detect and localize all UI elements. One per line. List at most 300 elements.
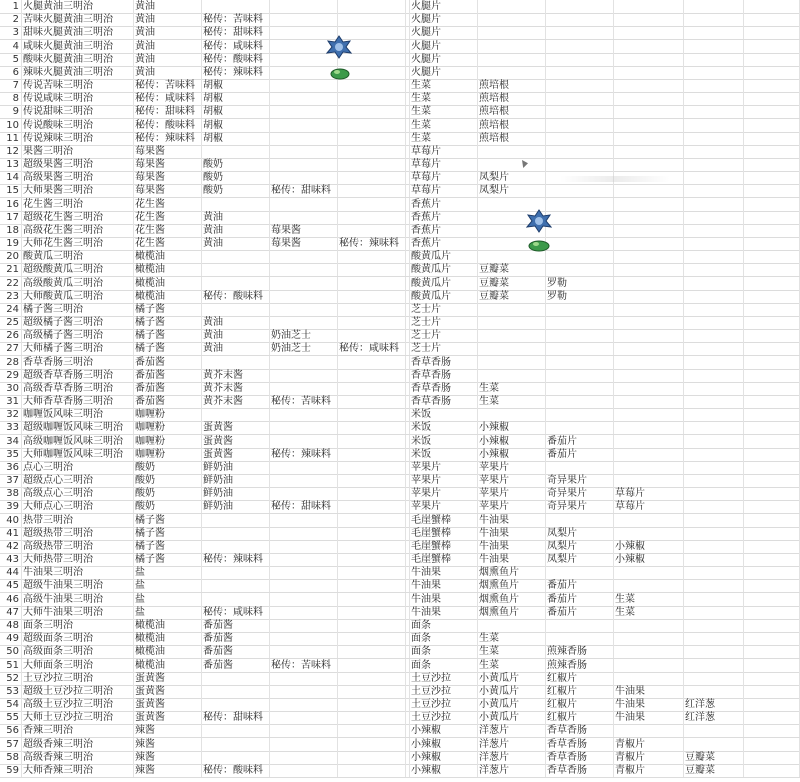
ingredient-cell[interactable] — [684, 500, 744, 513]
ingredient-cell[interactable] — [546, 0, 614, 13]
ingredient-cell[interactable] — [546, 303, 614, 316]
ingredient-cell[interactable] — [744, 500, 800, 513]
ingredient-cell[interactable] — [614, 382, 684, 395]
ingredient-cell[interactable] — [270, 435, 338, 448]
ingredient-cell[interactable] — [744, 171, 800, 184]
ingredient-cell[interactable] — [546, 40, 614, 53]
ingredient-cell[interactable] — [270, 619, 338, 632]
ingredient-cell[interactable] — [744, 184, 800, 197]
ingredient-cell[interactable]: 米饭 — [410, 408, 478, 421]
ingredient-cell[interactable] — [546, 421, 614, 434]
ingredient-cell[interactable]: 生菜 — [478, 382, 546, 395]
ingredient-cell[interactable] — [744, 474, 800, 487]
row-number[interactable]: 6 — [0, 66, 22, 79]
recipe-name-cell[interactable]: 传说苦味三明治 — [22, 79, 134, 92]
ingredient-cell[interactable] — [270, 711, 338, 724]
ingredient-cell[interactable] — [614, 421, 684, 434]
ingredient-cell[interactable] — [684, 158, 744, 171]
ingredient-cell[interactable] — [744, 738, 800, 751]
ingredient-cell[interactable] — [684, 435, 744, 448]
ingredient-cell[interactable] — [546, 619, 614, 632]
ingredient-cell[interactable] — [338, 606, 406, 619]
ingredient-cell[interactable] — [270, 263, 338, 276]
ingredient-cell[interactable] — [478, 250, 546, 263]
row-number[interactable]: 26 — [0, 329, 22, 342]
ingredient-cell[interactable]: 牛油果 — [410, 593, 478, 606]
ingredient-cell[interactable] — [270, 593, 338, 606]
ingredient-cell[interactable]: 生菜 — [410, 105, 478, 118]
ingredient-cell[interactable]: 莓果酱 — [270, 224, 338, 237]
ingredient-cell[interactable]: 草莓片 — [410, 184, 478, 197]
ingredient-cell[interactable]: 秘传：苦味料 — [134, 79, 202, 92]
ingredient-cell[interactable]: 黄油 — [134, 0, 202, 13]
recipe-name-cell[interactable]: 超级香草香肠三明治 — [22, 369, 134, 382]
ingredient-cell[interactable] — [478, 13, 546, 26]
row-number[interactable]: 53 — [0, 685, 22, 698]
ingredient-cell[interactable]: 秘传：甜味料 — [270, 184, 338, 197]
ingredient-cell[interactable]: 鲜奶油 — [202, 461, 270, 474]
ingredient-cell[interactable]: 橄榄油 — [134, 645, 202, 658]
ingredient-cell[interactable] — [202, 738, 270, 751]
recipe-name-cell[interactable]: 甜味火腿黄油三明治 — [22, 26, 134, 39]
ingredient-cell[interactable] — [684, 316, 744, 329]
ingredient-cell[interactable]: 芝士片 — [410, 342, 478, 355]
ingredient-cell[interactable]: 香草香肠 — [410, 369, 478, 382]
ingredient-cell[interactable] — [614, 119, 684, 132]
ingredient-cell[interactable]: 火腿片 — [410, 13, 478, 26]
ingredient-cell[interactable] — [744, 751, 800, 764]
ingredient-cell[interactable] — [202, 751, 270, 764]
ingredient-cell[interactable] — [684, 540, 744, 553]
ingredient-cell[interactable] — [270, 672, 338, 685]
ingredient-cell[interactable]: 苹果片 — [410, 487, 478, 500]
ingredient-cell[interactable] — [546, 316, 614, 329]
ingredient-cell[interactable]: 番茄片 — [546, 435, 614, 448]
recipe-name-cell[interactable]: 热带三明治 — [22, 514, 134, 527]
ingredient-cell[interactable] — [614, 79, 684, 92]
ingredient-cell[interactable] — [684, 527, 744, 540]
ingredient-cell[interactable] — [684, 40, 744, 53]
ingredient-cell[interactable] — [684, 474, 744, 487]
ingredient-cell[interactable] — [338, 593, 406, 606]
ingredient-cell[interactable]: 苹果片 — [478, 500, 546, 513]
ingredient-cell[interactable] — [684, 579, 744, 592]
recipe-name-cell[interactable]: 传说甜味三明治 — [22, 105, 134, 118]
ingredient-cell[interactable]: 盐 — [134, 606, 202, 619]
ingredient-cell[interactable] — [546, 53, 614, 66]
ingredient-cell[interactable] — [614, 514, 684, 527]
recipe-name-cell[interactable]: 高级点心三明治 — [22, 487, 134, 500]
ingredient-cell[interactable] — [614, 145, 684, 158]
recipe-name-cell[interactable]: 大师果酱三明治 — [22, 184, 134, 197]
ingredient-cell[interactable] — [744, 198, 800, 211]
ingredient-cell[interactable]: 酸奶 — [134, 487, 202, 500]
ingredient-cell[interactable]: 小辣椒 — [614, 540, 684, 553]
ingredient-cell[interactable] — [744, 540, 800, 553]
ingredient-cell[interactable]: 红椒片 — [546, 698, 614, 711]
ingredient-cell[interactable]: 煎培根 — [478, 105, 546, 118]
ingredient-cell[interactable] — [202, 685, 270, 698]
row-number[interactable]: 36 — [0, 461, 22, 474]
ingredient-cell[interactable]: 莓果酱 — [134, 145, 202, 158]
ingredient-cell[interactable]: 黄芥末酱 — [202, 369, 270, 382]
ingredient-cell[interactable] — [744, 250, 800, 263]
ingredient-cell[interactable]: 花生酱 — [134, 198, 202, 211]
recipe-name-cell[interactable]: 火腿黄油三明治 — [22, 0, 134, 13]
ingredient-cell[interactable] — [546, 329, 614, 342]
ingredient-cell[interactable]: 红椒片 — [546, 685, 614, 698]
ingredient-cell[interactable]: 洋葱片 — [478, 738, 546, 751]
ingredient-cell[interactable] — [338, 250, 406, 263]
ingredient-cell[interactable] — [744, 606, 800, 619]
ingredient-cell[interactable] — [614, 659, 684, 672]
ingredient-cell[interactable]: 牛油果 — [410, 579, 478, 592]
ingredient-cell[interactable] — [478, 619, 546, 632]
recipe-name-cell[interactable]: 苦味火腿黄油三明治 — [22, 13, 134, 26]
ingredient-cell[interactable]: 红洋葱 — [684, 698, 744, 711]
ingredient-cell[interactable] — [684, 369, 744, 382]
ingredient-cell[interactable] — [338, 119, 406, 132]
ingredient-cell[interactable]: 面条 — [410, 659, 478, 672]
ingredient-cell[interactable] — [478, 158, 546, 171]
ingredient-cell[interactable] — [744, 448, 800, 461]
ingredient-cell[interactable] — [546, 145, 614, 158]
ingredient-cell[interactable]: 番茄酱 — [134, 369, 202, 382]
row-number[interactable]: 37 — [0, 474, 22, 487]
ingredient-cell[interactable] — [338, 448, 406, 461]
ingredient-cell[interactable]: 蛋黄酱 — [134, 685, 202, 698]
ingredient-cell[interactable] — [338, 751, 406, 764]
ingredient-cell[interactable]: 小辣椒 — [478, 421, 546, 434]
ingredient-cell[interactable] — [614, 408, 684, 421]
ingredient-cell[interactable] — [684, 593, 744, 606]
ingredient-cell[interactable] — [614, 13, 684, 26]
row-number[interactable]: 29 — [0, 369, 22, 382]
ingredient-cell[interactable] — [338, 13, 406, 26]
ingredient-cell[interactable] — [744, 356, 800, 369]
ingredient-cell[interactable]: 酸黄瓜片 — [410, 250, 478, 263]
ingredient-cell[interactable] — [684, 92, 744, 105]
ingredient-cell[interactable] — [614, 672, 684, 685]
ingredient-cell[interactable] — [270, 645, 338, 658]
ingredient-cell[interactable]: 生菜 — [410, 132, 478, 145]
ingredient-cell[interactable] — [684, 448, 744, 461]
ingredient-cell[interactable] — [744, 672, 800, 685]
recipe-name-cell[interactable]: 高级土豆沙拉三明治 — [22, 698, 134, 711]
ingredient-cell[interactable]: 秘传：酸味料 — [202, 290, 270, 303]
ingredient-cell[interactable] — [744, 342, 800, 355]
ingredient-cell[interactable] — [338, 316, 406, 329]
recipe-name-cell[interactable]: 高级香辣三明治 — [22, 751, 134, 764]
ingredient-cell[interactable]: 莓果酱 — [134, 184, 202, 197]
ingredient-cell[interactable] — [338, 408, 406, 421]
ingredient-cell[interactable]: 鲜奶油 — [202, 500, 270, 513]
ingredient-cell[interactable]: 橘子酱 — [134, 316, 202, 329]
ingredient-cell[interactable]: 酸奶 — [134, 474, 202, 487]
ingredient-cell[interactable] — [270, 540, 338, 553]
ingredient-cell[interactable] — [270, 738, 338, 751]
ingredient-cell[interactable] — [478, 26, 546, 39]
ingredient-cell[interactable] — [546, 632, 614, 645]
ingredient-cell[interactable]: 花生酱 — [134, 237, 202, 250]
ingredient-cell[interactable] — [478, 66, 546, 79]
ingredient-cell[interactable] — [270, 632, 338, 645]
ingredient-cell[interactable] — [270, 66, 338, 79]
ingredient-cell[interactable] — [614, 619, 684, 632]
ingredient-cell[interactable] — [614, 329, 684, 342]
ingredient-cell[interactable] — [744, 698, 800, 711]
row-number[interactable]: 13 — [0, 158, 22, 171]
ingredient-cell[interactable] — [202, 263, 270, 276]
ingredient-cell[interactable]: 毛崖蟹棒 — [410, 514, 478, 527]
ingredient-cell[interactable]: 凤梨片 — [478, 171, 546, 184]
ingredient-cell[interactable] — [270, 382, 338, 395]
ingredient-cell[interactable]: 洋葱片 — [478, 764, 546, 777]
ingredient-cell[interactable] — [684, 13, 744, 26]
ingredient-cell[interactable]: 凤梨片 — [546, 527, 614, 540]
ingredient-cell[interactable]: 黄油 — [202, 329, 270, 342]
ingredient-cell[interactable] — [546, 198, 614, 211]
ingredient-cell[interactable]: 生菜 — [478, 659, 546, 672]
ingredient-cell[interactable]: 芝士片 — [410, 329, 478, 342]
ingredient-cell[interactable]: 奇异果片 — [546, 474, 614, 487]
row-number[interactable]: 45 — [0, 579, 22, 592]
ingredient-cell[interactable]: 番茄酱 — [134, 356, 202, 369]
ingredient-cell[interactable] — [338, 619, 406, 632]
ingredient-cell[interactable] — [546, 13, 614, 26]
ingredient-cell[interactable] — [338, 435, 406, 448]
ingredient-cell[interactable]: 辣酱 — [134, 724, 202, 737]
recipe-name-cell[interactable]: 牛油果三明治 — [22, 566, 134, 579]
recipe-name-cell[interactable]: 酸味火腿黄油三明治 — [22, 53, 134, 66]
ingredient-cell[interactable]: 秘传：甜味料 — [202, 26, 270, 39]
row-number[interactable]: 33 — [0, 421, 22, 434]
row-number[interactable]: 47 — [0, 606, 22, 619]
ingredient-cell[interactable] — [478, 0, 546, 13]
ingredient-cell[interactable]: 酸奶 — [202, 184, 270, 197]
ingredient-cell[interactable]: 草莓片 — [614, 487, 684, 500]
ingredient-cell[interactable] — [684, 672, 744, 685]
ingredient-cell[interactable] — [744, 395, 800, 408]
ingredient-cell[interactable]: 牛油果 — [410, 606, 478, 619]
ingredient-cell[interactable] — [338, 540, 406, 553]
ingredient-cell[interactable] — [744, 13, 800, 26]
ingredient-cell[interactable] — [270, 105, 338, 118]
ingredient-cell[interactable] — [614, 66, 684, 79]
ingredient-cell[interactable]: 小黄瓜片 — [478, 672, 546, 685]
ingredient-cell[interactable]: 橄榄油 — [134, 619, 202, 632]
ingredient-cell[interactable]: 煎辣香肠 — [546, 659, 614, 672]
ingredient-cell[interactable] — [684, 408, 744, 421]
recipe-name-cell[interactable]: 高级橘子酱三明治 — [22, 329, 134, 342]
recipe-name-cell[interactable]: 咸味火腿黄油三明治 — [22, 40, 134, 53]
ingredient-cell[interactable] — [744, 105, 800, 118]
ingredient-cell[interactable] — [338, 685, 406, 698]
ingredient-cell[interactable]: 奇异果片 — [546, 487, 614, 500]
ingredient-cell[interactable] — [614, 645, 684, 658]
ingredient-cell[interactable]: 番茄片 — [546, 448, 614, 461]
ingredient-cell[interactable] — [744, 421, 800, 434]
ingredient-cell[interactable] — [546, 158, 614, 171]
ingredient-cell[interactable] — [684, 619, 744, 632]
row-number[interactable]: 23 — [0, 290, 22, 303]
ingredient-cell[interactable]: 橄榄油 — [134, 250, 202, 263]
row-number[interactable]: 56 — [0, 724, 22, 737]
row-number[interactable]: 15 — [0, 184, 22, 197]
ingredient-cell[interactable] — [614, 527, 684, 540]
ingredient-cell[interactable] — [684, 145, 744, 158]
recipe-name-cell[interactable]: 高级牛油果三明治 — [22, 593, 134, 606]
ingredient-cell[interactable] — [270, 0, 338, 13]
ingredient-cell[interactable] — [684, 303, 744, 316]
ingredient-cell[interactable] — [270, 356, 338, 369]
recipe-name-cell[interactable]: 高级热带三明治 — [22, 540, 134, 553]
ingredient-cell[interactable] — [684, 553, 744, 566]
row-number[interactable]: 30 — [0, 382, 22, 395]
ingredient-cell[interactable]: 咖喱粉 — [134, 421, 202, 434]
ingredient-cell[interactable]: 胡椒 — [202, 105, 270, 118]
ingredient-cell[interactable]: 火腿片 — [410, 26, 478, 39]
row-number[interactable]: 43 — [0, 553, 22, 566]
ingredient-cell[interactable] — [202, 724, 270, 737]
ingredient-cell[interactable] — [338, 421, 406, 434]
ingredient-cell[interactable] — [338, 487, 406, 500]
ingredient-cell[interactable] — [546, 382, 614, 395]
ingredient-cell[interactable] — [684, 395, 744, 408]
ingredient-cell[interactable]: 生菜 — [410, 119, 478, 132]
ingredient-cell[interactable] — [684, 632, 744, 645]
ingredient-cell[interactable] — [338, 566, 406, 579]
ingredient-cell[interactable]: 胡椒 — [202, 132, 270, 145]
ingredient-cell[interactable]: 秘传：咸味料 — [202, 606, 270, 619]
ingredient-cell[interactable]: 蛋黄酱 — [134, 698, 202, 711]
ingredient-cell[interactable] — [270, 79, 338, 92]
recipe-name-cell[interactable]: 大师咖喱饭风味三明治 — [22, 448, 134, 461]
ingredient-cell[interactable] — [744, 487, 800, 500]
ingredient-cell[interactable]: 香蕉片 — [410, 237, 478, 250]
recipe-name-cell[interactable]: 超级香辣三明治 — [22, 738, 134, 751]
ingredient-cell[interactable] — [744, 764, 800, 777]
ingredient-cell[interactable] — [270, 145, 338, 158]
ingredient-cell[interactable] — [614, 435, 684, 448]
ingredient-cell[interactable]: 黄油 — [134, 66, 202, 79]
ingredient-cell[interactable] — [614, 184, 684, 197]
ingredient-cell[interactable]: 橘子酱 — [134, 553, 202, 566]
ingredient-cell[interactable]: 酸黄瓜片 — [410, 277, 478, 290]
ingredient-cell[interactable]: 花生酱 — [134, 211, 202, 224]
recipe-name-cell[interactable]: 高级香草香肠三明治 — [22, 382, 134, 395]
ingredient-cell[interactable] — [614, 461, 684, 474]
ingredient-cell[interactable] — [546, 132, 614, 145]
row-number[interactable]: 59 — [0, 764, 22, 777]
ingredient-cell[interactable]: 番茄片 — [546, 606, 614, 619]
ingredient-cell[interactable] — [614, 92, 684, 105]
recipe-name-cell[interactable]: 辣味火腿黄油三明治 — [22, 66, 134, 79]
recipe-name-cell[interactable]: 超级花生酱三明治 — [22, 211, 134, 224]
ingredient-cell[interactable]: 红椒片 — [546, 711, 614, 724]
ingredient-cell[interactable] — [338, 158, 406, 171]
ingredient-cell[interactable] — [614, 26, 684, 39]
ingredient-cell[interactable] — [338, 105, 406, 118]
ingredient-cell[interactable]: 秘传：苦味料 — [202, 13, 270, 26]
ingredient-cell[interactable]: 黄芥末酱 — [202, 382, 270, 395]
ingredient-cell[interactable] — [684, 724, 744, 737]
recipe-name-cell[interactable]: 土豆沙拉三明治 — [22, 672, 134, 685]
ingredient-cell[interactable]: 土豆沙拉 — [410, 698, 478, 711]
ingredient-cell[interactable] — [546, 26, 614, 39]
row-number[interactable]: 52 — [0, 672, 22, 685]
row-number[interactable]: 51 — [0, 659, 22, 672]
ingredient-cell[interactable] — [744, 632, 800, 645]
ingredient-cell[interactable]: 烟熏鱼片 — [478, 579, 546, 592]
ingredient-cell[interactable] — [744, 619, 800, 632]
ingredient-cell[interactable] — [202, 672, 270, 685]
ingredient-cell[interactable]: 米饭 — [410, 435, 478, 448]
ingredient-cell[interactable]: 牛油果 — [478, 540, 546, 553]
ingredient-cell[interactable]: 辣酱 — [134, 764, 202, 777]
ingredient-cell[interactable]: 洋葱片 — [478, 751, 546, 764]
ingredient-cell[interactable]: 盐 — [134, 566, 202, 579]
ingredient-cell[interactable]: 生菜 — [614, 606, 684, 619]
row-number[interactable]: 24 — [0, 303, 22, 316]
ingredient-cell[interactable]: 小辣椒 — [478, 448, 546, 461]
ingredient-cell[interactable] — [744, 263, 800, 276]
ingredient-cell[interactable]: 草莓片 — [410, 171, 478, 184]
row-number[interactable]: 4 — [0, 40, 22, 53]
ingredient-cell[interactable]: 咖喱粉 — [134, 448, 202, 461]
ingredient-cell[interactable] — [614, 40, 684, 53]
row-number[interactable]: 46 — [0, 593, 22, 606]
ingredient-cell[interactable] — [744, 514, 800, 527]
ingredient-cell[interactable]: 秘传：酸味料 — [134, 119, 202, 132]
ingredient-cell[interactable] — [744, 435, 800, 448]
ingredient-cell[interactable] — [614, 263, 684, 276]
ingredient-cell[interactable]: 苹果片 — [478, 487, 546, 500]
row-number[interactable]: 9 — [0, 105, 22, 118]
ingredient-cell[interactable]: 香蕉片 — [410, 224, 478, 237]
row-number[interactable]: 3 — [0, 26, 22, 39]
ingredient-cell[interactable]: 橘子酱 — [134, 303, 202, 316]
ingredient-cell[interactable] — [614, 53, 684, 66]
ingredient-cell[interactable] — [202, 356, 270, 369]
ingredient-cell[interactable] — [684, 514, 744, 527]
ingredient-cell[interactable]: 胡椒 — [202, 79, 270, 92]
ingredient-cell[interactable]: 盐 — [134, 579, 202, 592]
ingredient-cell[interactable] — [270, 764, 338, 777]
ingredient-cell[interactable]: 牛油果 — [614, 685, 684, 698]
ingredient-cell[interactable]: 橘子酱 — [134, 329, 202, 342]
ingredient-cell[interactable] — [270, 119, 338, 132]
ingredient-cell[interactable]: 橄榄油 — [134, 632, 202, 645]
ingredient-cell[interactable] — [744, 237, 800, 250]
ingredient-cell[interactable]: 秘传：辣味料 — [338, 237, 406, 250]
recipe-name-cell[interactable]: 大师香草香肠三明治 — [22, 395, 134, 408]
ingredient-cell[interactable]: 苹果片 — [410, 474, 478, 487]
ingredient-cell[interactable] — [546, 566, 614, 579]
ingredient-cell[interactable] — [744, 277, 800, 290]
ingredient-cell[interactable] — [744, 119, 800, 132]
ingredient-cell[interactable] — [270, 579, 338, 592]
row-number[interactable]: 32 — [0, 408, 22, 421]
ingredient-cell[interactable]: 苹果片 — [410, 500, 478, 513]
ingredient-cell[interactable]: 黄油 — [134, 53, 202, 66]
row-number[interactable]: 35 — [0, 448, 22, 461]
ingredient-cell[interactable] — [202, 0, 270, 13]
ingredient-cell[interactable]: 红椒片 — [546, 672, 614, 685]
ingredient-cell[interactable] — [684, 26, 744, 39]
ingredient-cell[interactable] — [744, 79, 800, 92]
ingredient-cell[interactable]: 橄榄油 — [134, 659, 202, 672]
